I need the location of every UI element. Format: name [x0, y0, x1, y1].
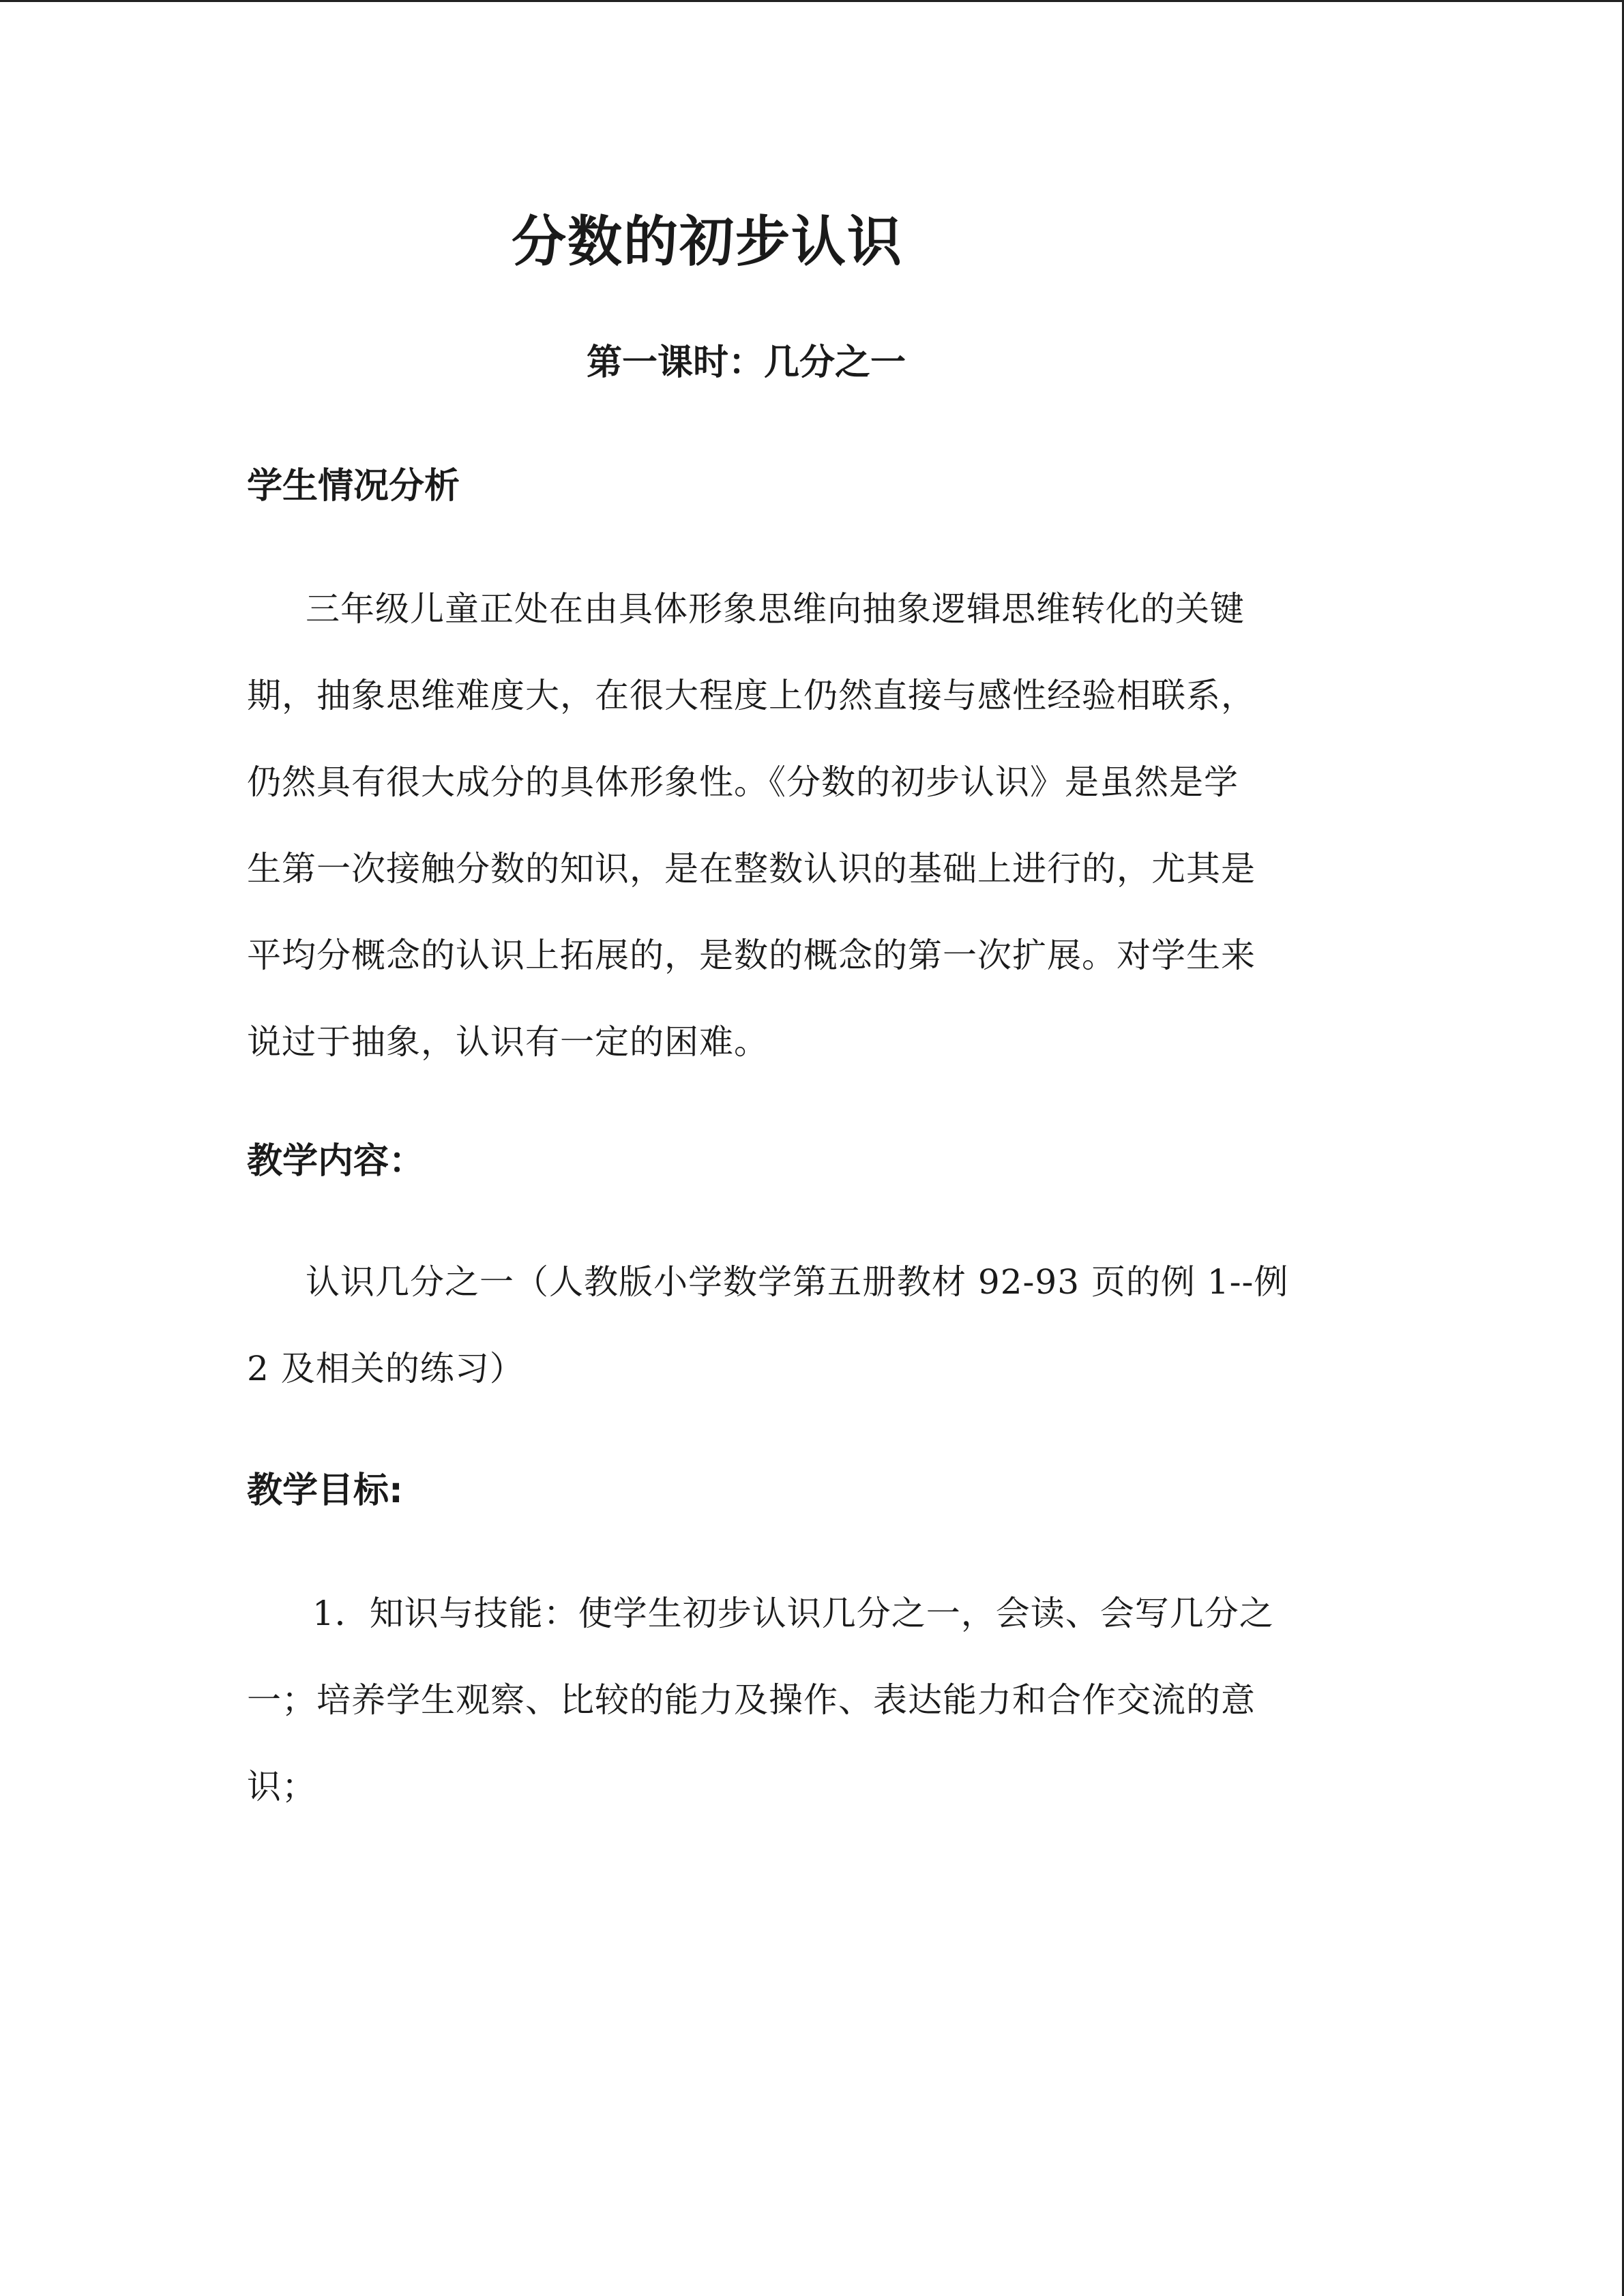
document-subtitle: 第一课时：几分之一 — [587, 342, 906, 383]
section-heading-teaching-content: 教学内容： — [247, 1141, 425, 1182]
document-title: 分数的初步认识 — [512, 210, 903, 273]
paragraph-line: 认识几分之一（人教版小学数学第五册教材 92-93 页的例 1--例 — [306, 1262, 1289, 1302]
paragraph-line: 三年级儿童正处在由具体形象思维向抽象逻辑思维转化的关键 — [306, 589, 1245, 629]
list-item-line: 识； — [247, 1767, 316, 1806]
page-border-top — [0, 0, 1624, 2]
section-heading-teaching-objectives: 教学目标: — [247, 1470, 403, 1511]
paragraph-line: 平均分概念的认识上拓展的，是数的概念的第一次扩展。对学生来 — [247, 936, 1256, 975]
paragraph-line: 说过于抽象，认识有一定的困难。 — [247, 1022, 769, 1062]
paragraph-line: 2 及相关的练习） — [247, 1349, 525, 1388]
list-item-line: 一；培养学生观察、比较的能力及操作、表达能力和合作交流的意 — [247, 1680, 1256, 1720]
section-heading-student-analysis: 学生情况分析 — [247, 466, 460, 507]
paragraph-line: 期，抽象思维难度大，在很大程度上仍然直接与感性经验相联系， — [247, 676, 1256, 715]
list-item-line: 1．知识与技能：使学生初步认识几分之一，会读、会写几分之 — [312, 1594, 1274, 1633]
paragraph-line: 生第一次接触分数的知识，是在整数认识的基础上进行的，尤其是 — [247, 849, 1256, 889]
paragraph-line: 仍然具有很大成分的具体形象性。《分数的初步认识》是虽然是学 — [247, 762, 1239, 802]
